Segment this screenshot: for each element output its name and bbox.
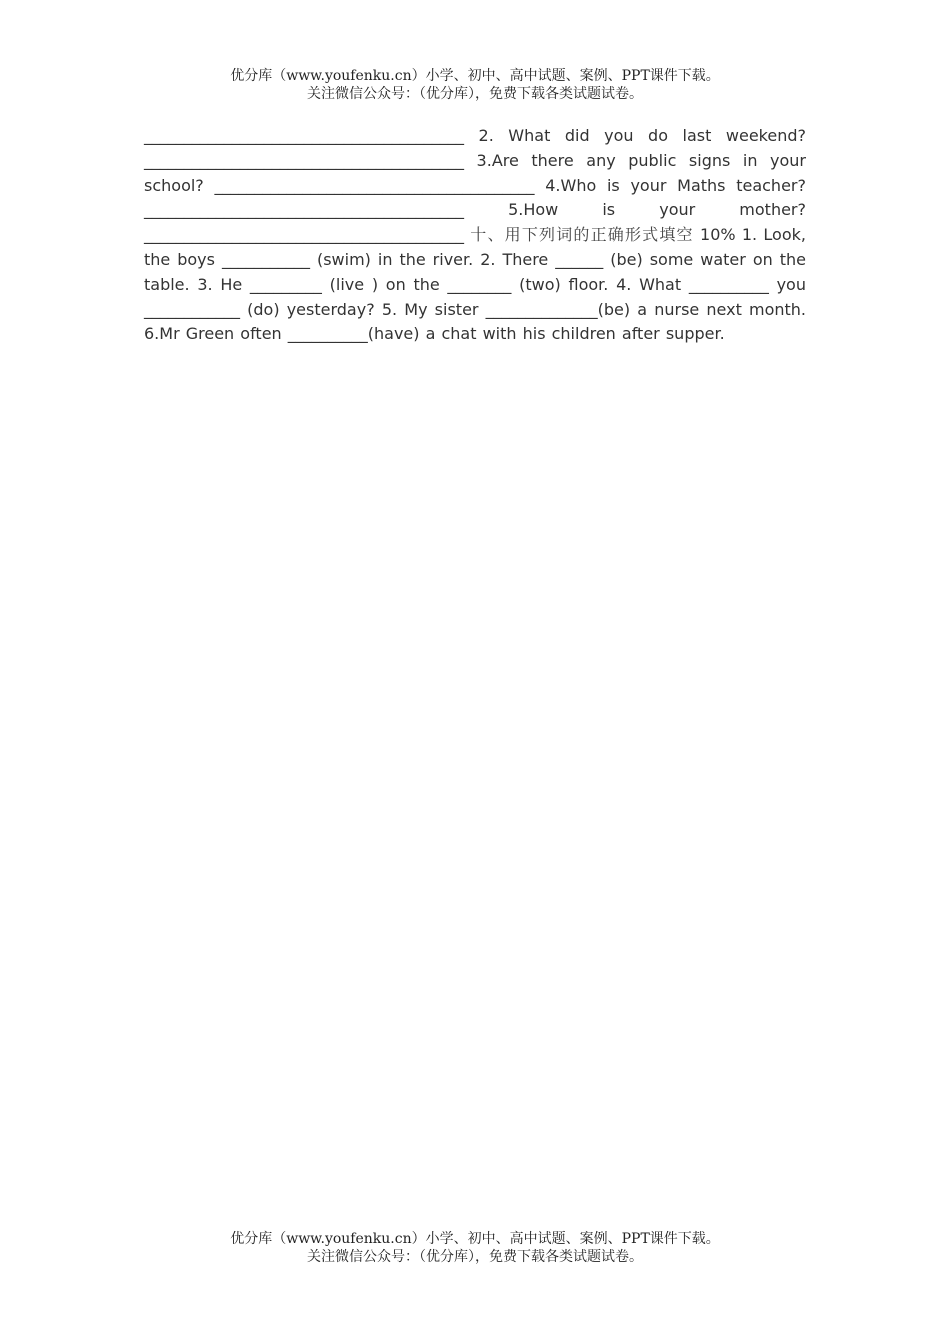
page-footer [0,1230,950,1266]
fill-item-6: 6.Mr Green often __________(have) a chat with his children after supper. [144,324,725,344]
question-2: ________________________________________ 2. What did you do last weekend? [144,126,806,145]
header-line-1: 优分库（www.youfenku.cn）小学、初中、高中试题、案例、PPT课件下载。 [230,68,720,84]
header-line-2: 关注微信公众号：（优分库），免费下载各类试题试卷。 [307,86,643,102]
page-header [0,67,950,103]
fill-item-1: 1. Look, the boys ___________ (swim) in the river. [144,225,806,269]
exercise-text [144,124,806,347]
question-5: ________________________________________ 5.How is your mother? [144,200,806,220]
question-3: ________________________________________ 3.Are there any public signs in your school? [144,150,806,195]
section-title: 十、用下列词的正确形式填空 [470,225,694,245]
question-5-answer-blank: ________________________________________ [144,225,464,245]
question-4: ________________________________________ 4.Who is your Maths teacher? [214,175,806,195]
fill-item-3: 3. He _________ (live ) on the ________ (two) floor. [197,274,609,294]
footer-line-2: 关注微信公众号：（优分库），免费下载各类试题试卷。 [307,1249,643,1265]
fill-item-2: 2. There ______ (be) some water on the table. [144,249,806,294]
section-score: 10% [700,225,736,245]
footer-line-1: 优分库（www.youfenku.cn）小学、初中、高中试题、案例、PPT课件下载。 [230,1231,720,1247]
fill-item-5: 5. My sister ______________(be) a nurse next month. [381,299,806,319]
fill-item-4: 4. What __________ you ____________ (do) yesterday? [144,274,806,319]
